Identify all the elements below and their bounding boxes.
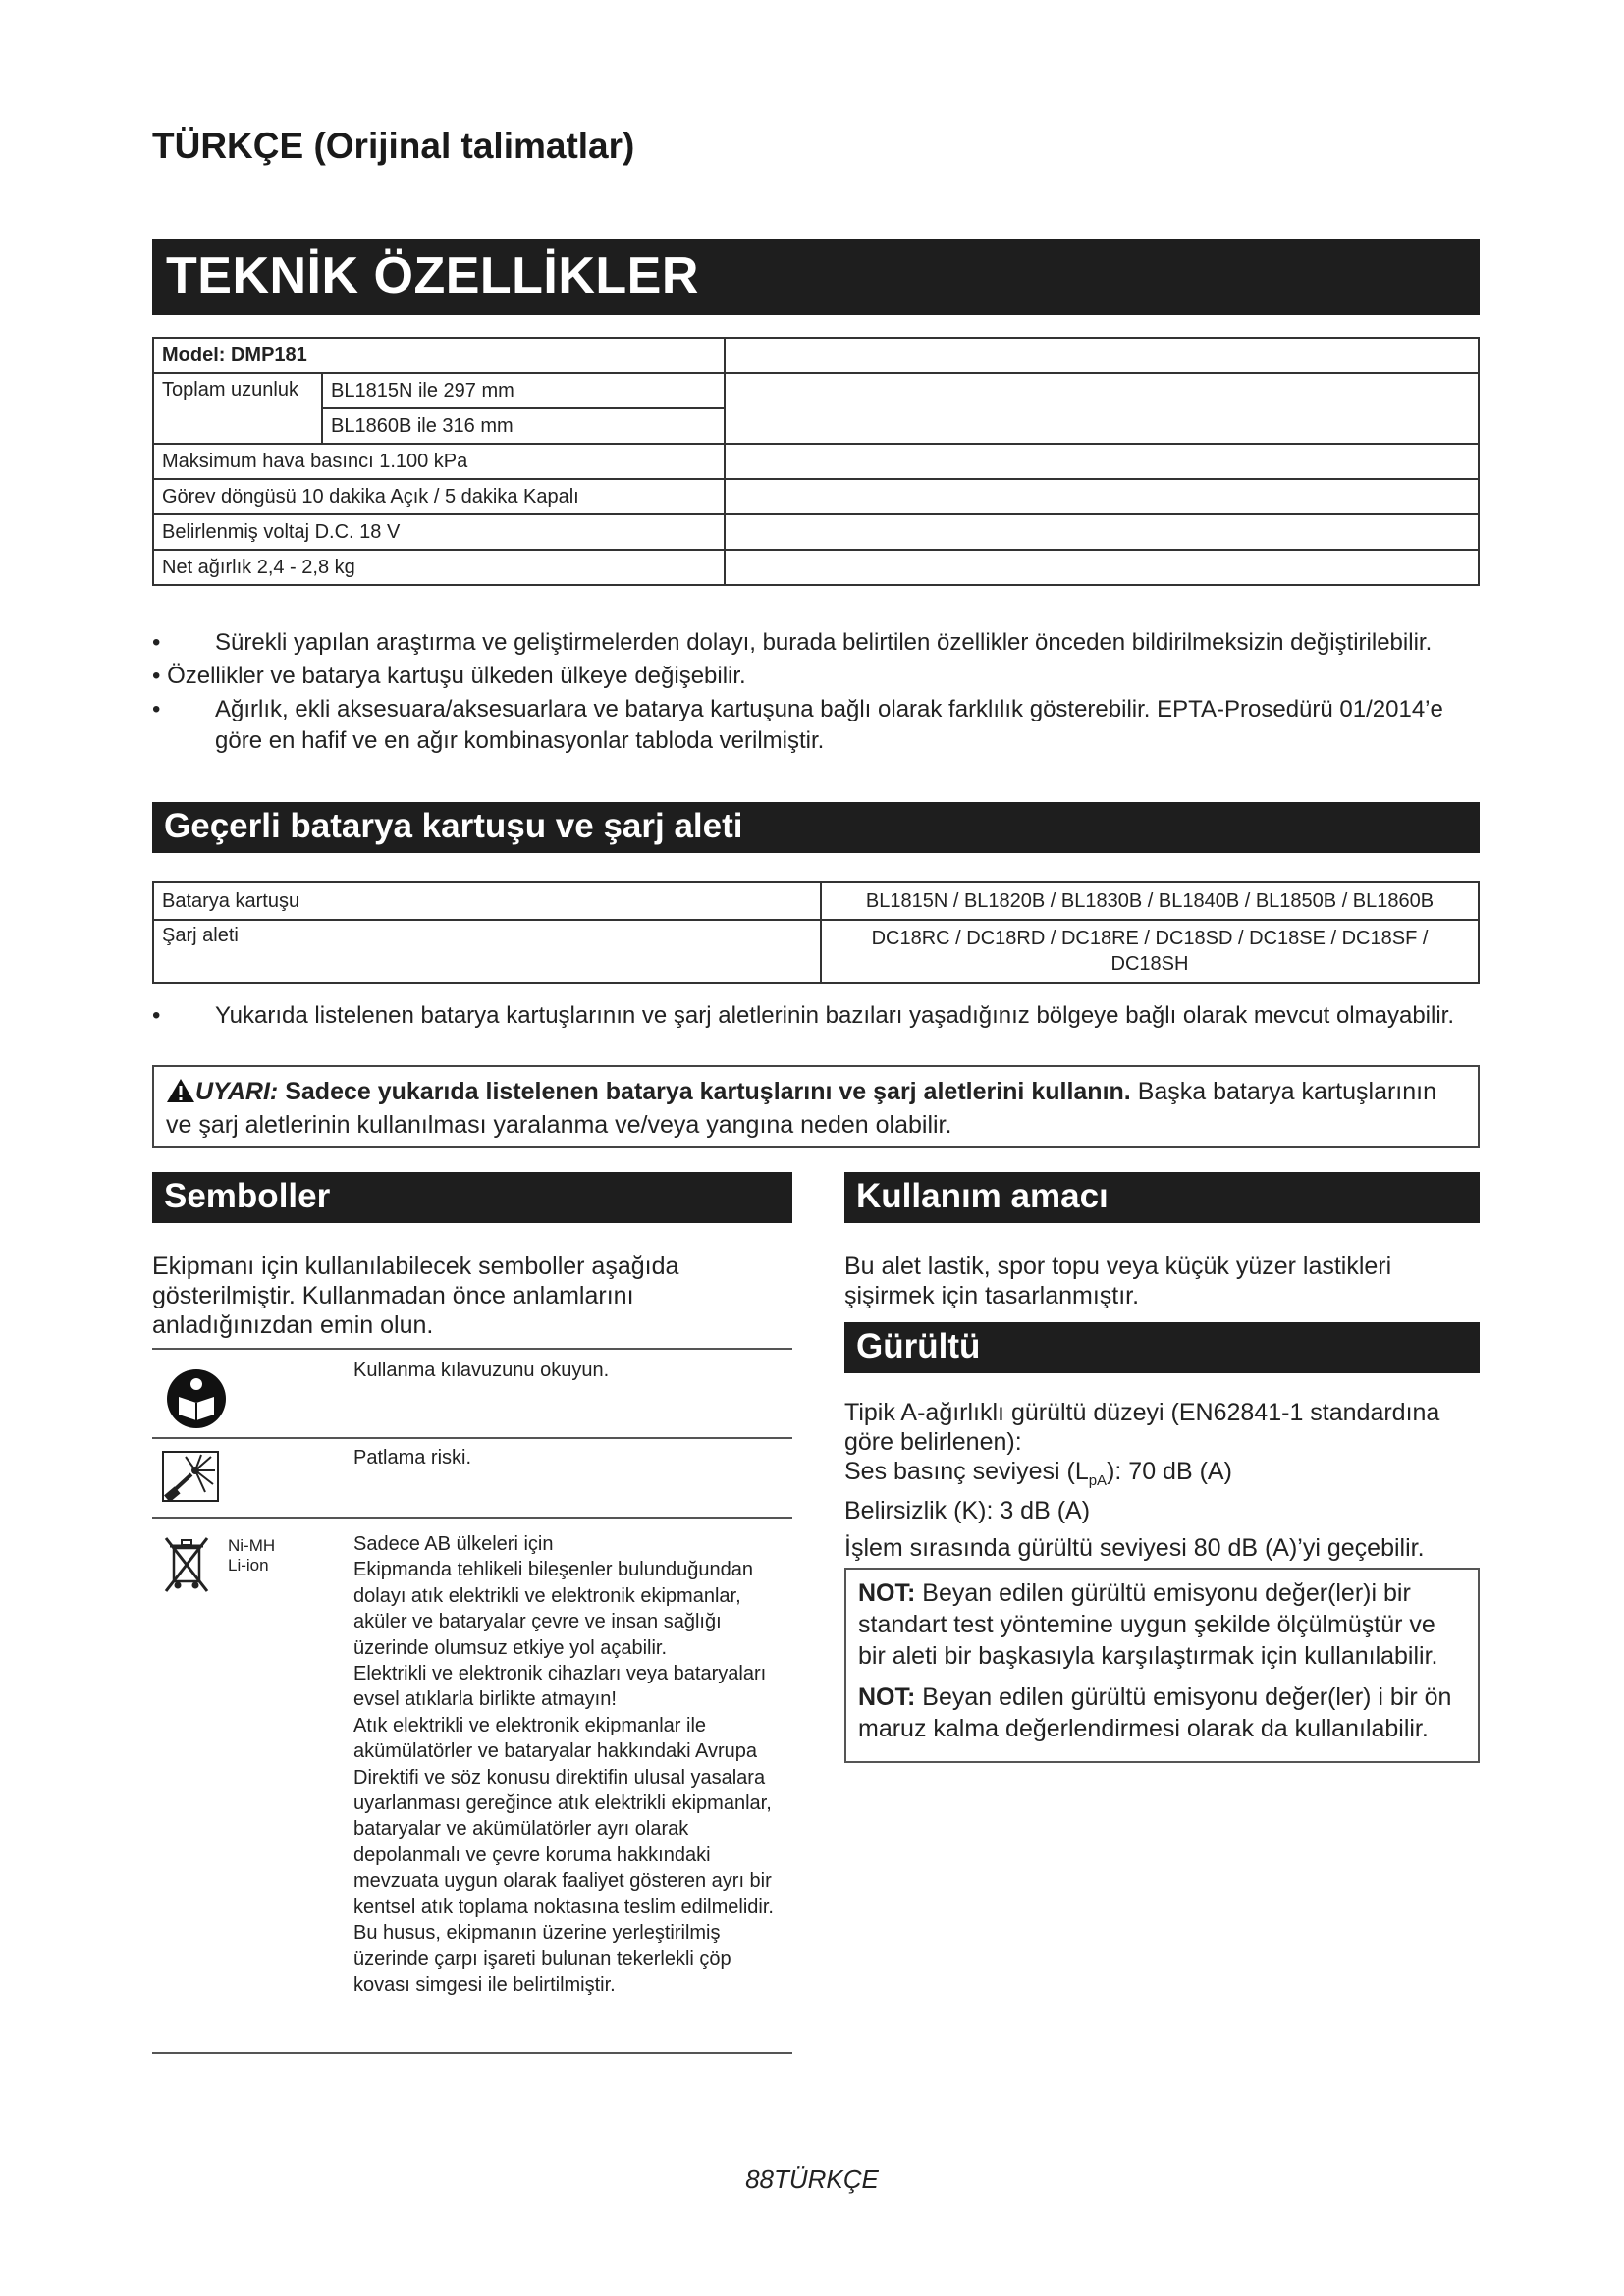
weee-paragraph: Elektrikli ve elektronik cihazları veya bataryaları evsel atıklarla birlikte atmayın!	[353, 1663, 767, 1711]
length-value: BL1860B ile 316 mm	[322, 408, 725, 444]
empty-cell	[725, 444, 1479, 479]
spec-row: Belirlenmiş voltaj D.C. 18 V	[153, 514, 725, 550]
weee-paragraph: Bu husus, ekipmanın üzerine yerleştirilmiş üzerinde çarpı işareti bulunan tekerlekli çöp kovası simgesi ile belirtilmiştir.	[353, 1922, 731, 1996]
noise-header: Gürültü	[844, 1322, 1480, 1373]
length-value: BL1815N ile 297 mm	[322, 373, 725, 408]
page-footer: 88TÜRKÇE	[745, 2164, 879, 2194]
warning-label: UYARI:	[195, 1078, 279, 1105]
battery-value: BL1815N / BL1820B / BL1830B / BL1840B / BL1850B / BL1860B	[821, 882, 1479, 920]
model-cell: Model: DMP181	[153, 338, 725, 373]
empty-cell	[725, 514, 1479, 550]
total-length-label: Toplam uzunluk	[153, 373, 322, 444]
note: NOT: Beyan edilen gürültü emisyonu değer(ler)i bir standart test yöntemine uygun şekilde ölçülmüştür ve bir aleti bir başkasıyla karşılaştırmak için kullanılabilir.	[858, 1579, 1438, 1670]
divider	[152, 2052, 792, 2054]
battery-table	[152, 881, 1480, 984]
spec-row: Görev döngüsü 10 dakika Açık / 5 dakika Kapalı	[153, 479, 725, 514]
warning-box	[152, 1065, 1480, 1148]
bullet-text: Ağırlık, ekli aksesuara/aksesuarlara ve batarya kartuşuna bağlı olarak farklılık gösterebilir. EPTA-Prosedürü 01/2014’e göre en hafif ve en ağır kombinasyonlar tabloda verilmiştir.	[215, 696, 1443, 754]
warning-triangle-icon	[166, 1078, 195, 1103]
bullet-text: Yukarıda listelenen batarya kartuşlarının ve şarj aletlerinin bazıları yaşadığınız bölgeye bağlı olarak mevcut olmayabilir.	[215, 1002, 1455, 1029]
noise-pressure: Ses basınç seviyesi $(L_{pA})$: 70 dB (A)	[844, 1458, 1232, 1489]
usage-text: Bu alet lastik, spor topu veya küçük yüzer lastikleri şişirmek için tasarlanmıştır.	[844, 1253, 1392, 1309]
weee-paragraph: Atık elektrikli ve elektronik ekipmanlar ile akümülatörler ve bataryalar hakkındaki Avrupa Direktifi ve söz konusu direktifin ulusal yasalara uyarlanması gereğince atık elektrikli ekipmanlar, bataryalar ve akümülatörler ayrı olarak depolanmalı ve çevre koruma hakkındaki mevzuata uygun olarak faaliyet gösteren ayrı bir kentsel atık toplama noktasına teslim edilmelidir.	[353, 1714, 774, 1918]
empty-cell	[725, 550, 1479, 585]
warning-text: Başka batarya kartuşlarının ve şarj aletlerinin kullanılması yaralanma ve/veya yangına neden olabilir.	[166, 1078, 1437, 1139]
note-box	[844, 1568, 1480, 1763]
spec-table	[152, 337, 1480, 586]
divider	[152, 1348, 792, 1350]
explosion-risk-icon	[162, 1451, 219, 1502]
read-manual-icon	[165, 1367, 228, 1430]
spec-header: TEKNİK ÖZELLİKLER	[152, 239, 1480, 315]
bullet-item: • Ağırlık, ekli aksesuara/aksesuarlara ve batarya kartuşuna bağlı olarak farklılık gösterebilir. EPTA-Prosedürü 01/2014’e göre en hafif ve en ağır kombinasyonlar tabloda verilmiştir.	[152, 696, 1443, 754]
empty-cell	[725, 338, 1479, 373]
crossed-bin-icon	[162, 1534, 211, 1593]
empty-cell	[725, 479, 1479, 514]
page-title: TÜRKÇE (Orijinal talimatlar)	[152, 126, 635, 166]
empty-cell	[725, 373, 1479, 444]
note: NOT: Beyan edilen gürültü emisyonu değer(ler) i bir ön maruz kalma değerlendirmesi olarak da kullanılabilir.	[858, 1683, 1452, 1742]
divider	[152, 1517, 792, 1519]
symbols-intro: Ekipmanı için kullanılabilecek semboller aşağıda gösterilmiştir. Kullanmadan önce anlamlarını anladığınızdan emin olun.	[152, 1253, 679, 1339]
battery-types	[228, 1536, 275, 1575]
symbol-text: Kullanma kılavuzunu okuyun.	[353, 1360, 610, 1381]
warning-bold-text: Sadece yukarıda listelenen batarya kartuşlarını ve şarj aletlerini kullanın.	[285, 1078, 1131, 1105]
spec-row: Maksimum hava basıncı 1.100 kPa	[153, 444, 725, 479]
noise-intro: Tipik A-ağırlıklı gürültü düzeyi (EN62841-1 standardına göre belirlenen):	[844, 1399, 1440, 1456]
weee-text	[353, 1531, 784, 1998]
divider	[152, 1437, 792, 1439]
battery-bullet	[152, 1000, 1480, 1032]
noise-work-level: İşlem sırasında gürültü seviyesi 80 dB (A)’yi geçebilir.	[844, 1534, 1425, 1562]
battery-label: Batarya kartuşu	[153, 882, 821, 920]
noise-uncertainty: Belirsizlik (K): 3 dB (A)	[844, 1497, 1091, 1524]
bullet-text: Sürekli yapılan araştırma ve geliştirmelerden dolayı, burada belirtilen özellikler önceden bildirilmeksizin değiştirilebilir.	[215, 629, 1433, 656]
weee-heading: Sadece AB ülkeleri için	[353, 1533, 554, 1555]
bullet-text: Özellikler ve batarya kartuşu ülkeden ülkeye değişebilir.	[167, 663, 746, 689]
battery-type-label: Li-ion	[228, 1556, 269, 1575]
symbol-text: Patlama riski.	[353, 1447, 472, 1468]
spec-row: Net ağırlık 2,4 - 2,8 kg	[153, 550, 725, 585]
noise-section	[844, 1398, 1480, 1563]
charger-label: Şarj aleti	[153, 920, 821, 983]
weee-paragraph: Ekipmanda tehlikeli bileşenler bulunduğundan dolayı atık elektrikli ve elektronik ekipmanlar, aküler ve bataryalar çevre ve insan sağlığı üzerinde olumsuz etkiye yol açabilir.	[353, 1559, 753, 1659]
battery-type-label: Ni-MH	[228, 1536, 276, 1555]
bullet-item: • Özellikler ve batarya kartuşu ülkeden ülkeye değişebilir.	[152, 663, 746, 689]
spec-bullets	[152, 627, 1480, 757]
bullet-item: • Yukarıda listelenen batarya kartuşlarının ve şarj aletlerinin bazıları yaşadığınız bölgeye bağlı olarak mevcut olmayabilir.	[152, 1002, 1455, 1029]
usage-header: Kullanım amacı	[844, 1172, 1480, 1223]
bullet-item: • Sürekli yapılan araştırma ve geliştirmelerden dolayı, burada belirtilen özellikler önceden bildirilmeksizin değiştirilebilir.	[152, 629, 1433, 656]
charger-value: DC18RC / DC18RD / DC18RE / DC18SD / DC18SE / DC18SF / DC18SH	[821, 920, 1479, 983]
battery-header: Geçerli batarya kartuşu ve şarj aleti	[152, 802, 1480, 853]
symbols-header: Semboller	[152, 1172, 792, 1223]
